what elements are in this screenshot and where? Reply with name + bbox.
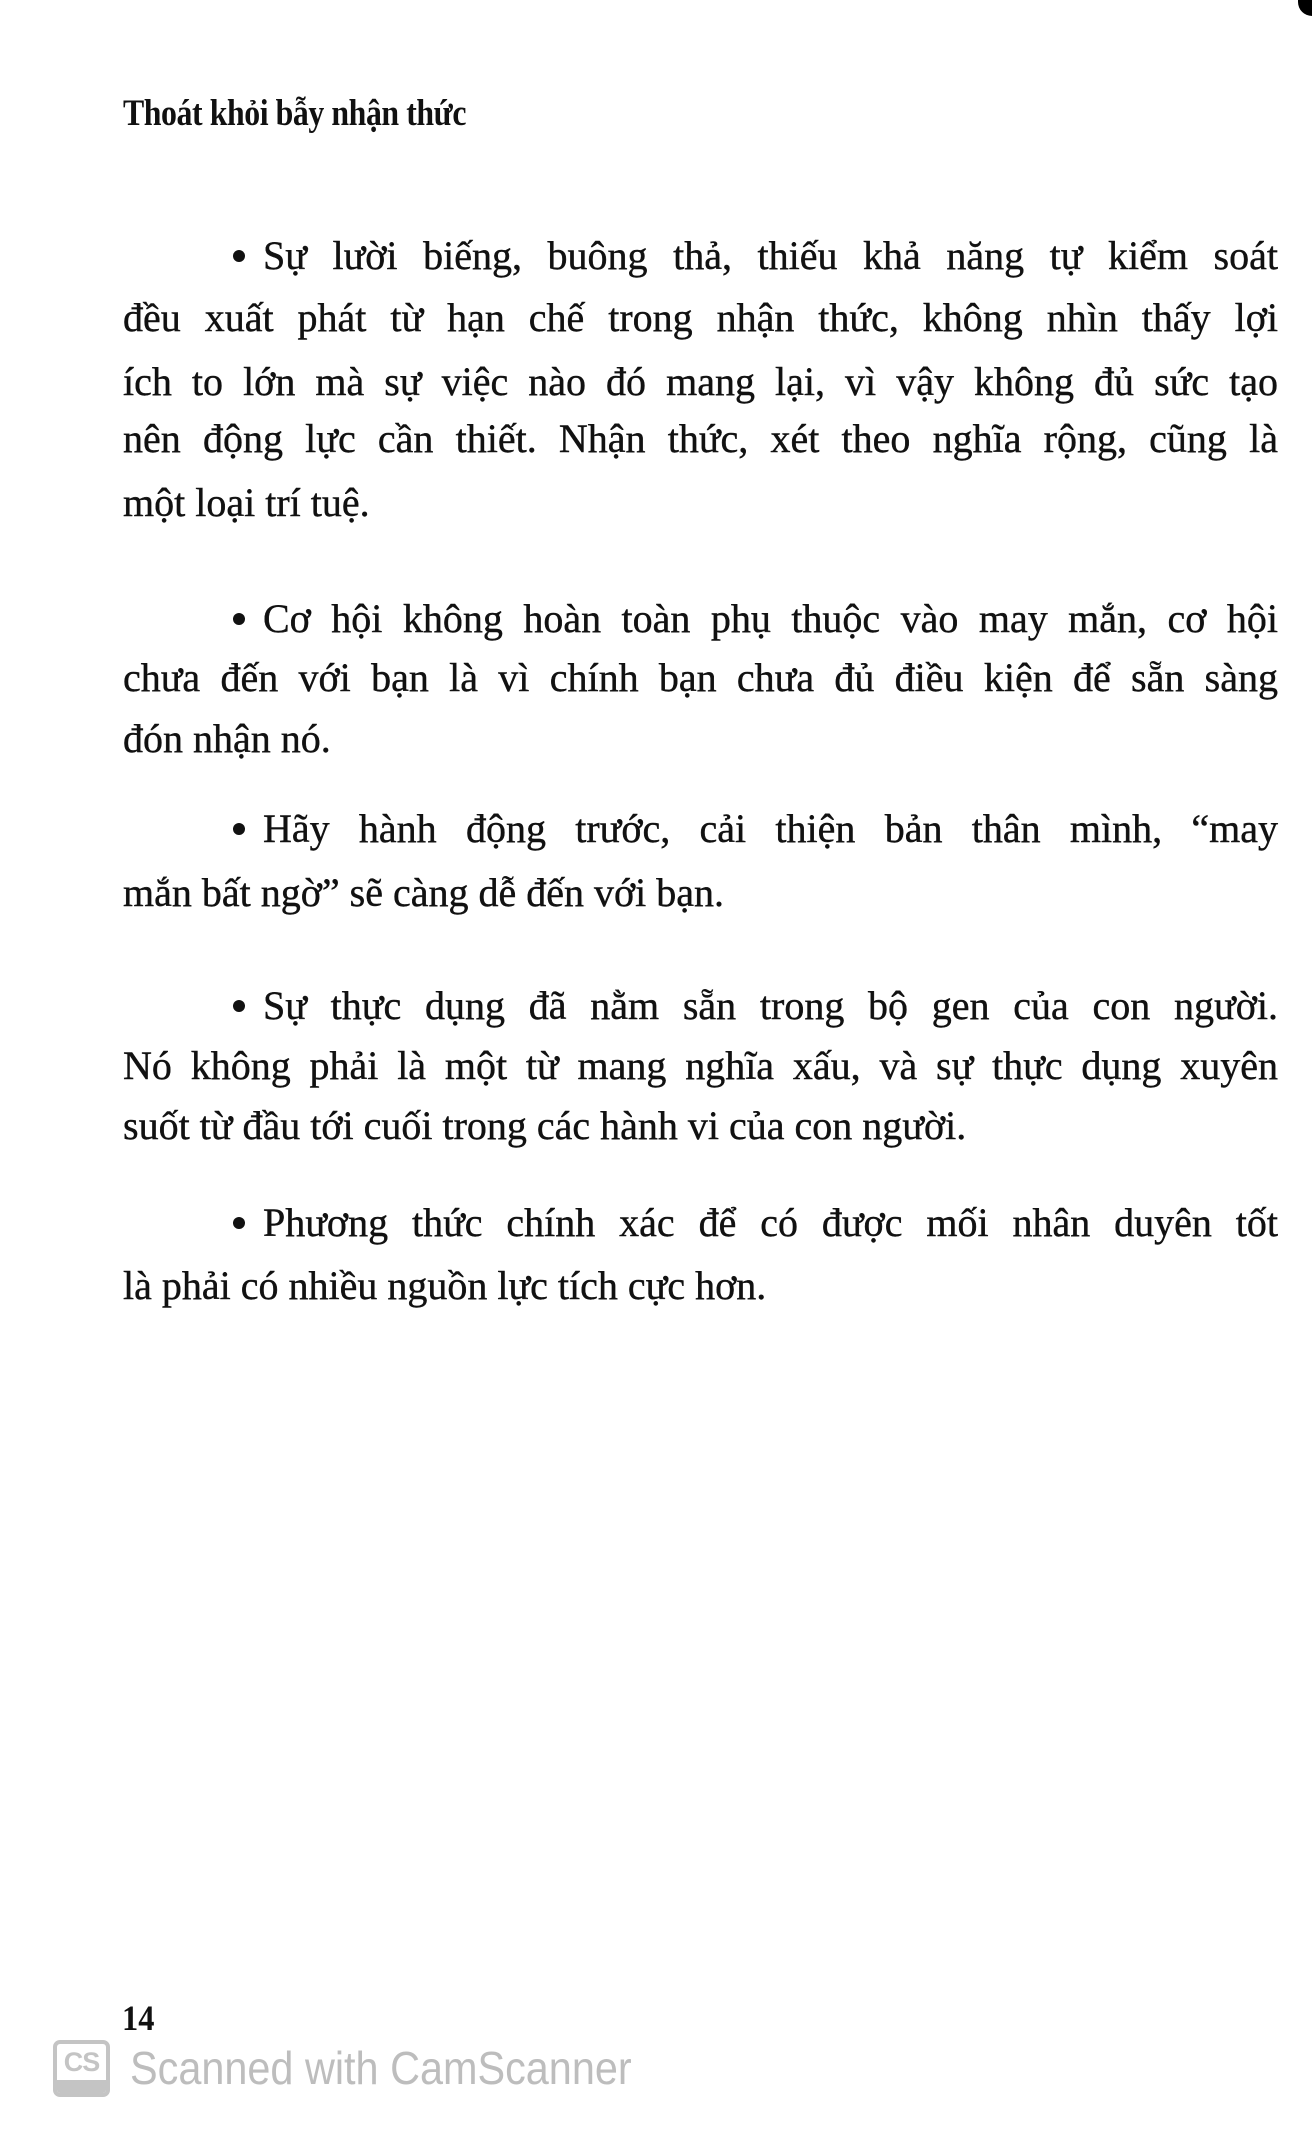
paragraph-line: Phương thức chính xác để có được mối nhân duyên tốt [233, 1199, 1278, 1247]
page-number: 14 [122, 1998, 155, 2038]
paragraph-line: Cơ hội không hoàn toàn phụ thuộc vào may mắn, cơ hội [233, 595, 1278, 643]
bullet-icon [233, 1217, 245, 1229]
paragraph-line: đều xuất phát từ hạn chế trong nhận thức, không nhìn thấy lợi [123, 295, 1278, 340]
paragraph-line: Nó không phải là một từ mang nghĩa xấu, và sự thực dụng xuyên [123, 1043, 1278, 1088]
camscanner-watermark-text: Scanned with CamScanner [130, 2042, 632, 2094]
camscanner-logo-text: CS [63, 2047, 100, 2077]
paragraph-line: nên động lực cần thiết. Nhận thức, xét theo nghĩa rộng, cũng là [123, 416, 1278, 461]
camscanner-logo-icon [53, 2040, 110, 2097]
paragraph-line: là phải có nhiều nguồn lực tích cực hơn. [123, 1263, 767, 1308]
paragraph-line: Sự thực dụng đã nằm sẵn trong bộ gen của con người. [233, 982, 1278, 1030]
running-header-title: Thoát khỏi bẫy nhận thức [123, 93, 467, 134]
camscanner-logo-band [57, 2080, 106, 2093]
bullet-icon [233, 250, 245, 262]
scan-corner-artifact [1298, 0, 1312, 16]
bullet-icon [233, 823, 245, 835]
paragraph-line: Hãy hành động trước, cải thiện bản thân mình, “may [233, 805, 1278, 853]
bullet-icon [233, 1000, 245, 1012]
bullet-icon [233, 613, 245, 625]
paragraph-line: Sự lười biếng, buông thả, thiếu khả năng tự kiểm soát [233, 232, 1278, 280]
paragraph-line: suốt từ đầu tới cuối trong các hành vi của con người. [123, 1103, 967, 1148]
paragraph-line: chưa đến với bạn là vì chính bạn chưa đủ điều kiện để sẵn sàng [123, 655, 1278, 700]
paragraph-line: đón nhận nó. [123, 716, 331, 761]
paragraph-line: ích to lớn mà sự việc nào đó mang lại, vì vậy không đủ sức tạo [123, 359, 1278, 404]
paragraph-line: một loại trí tuệ. [123, 480, 370, 525]
paragraph-line: mắn bất ngờ” sẽ càng dễ đến với bạn. [123, 870, 724, 915]
